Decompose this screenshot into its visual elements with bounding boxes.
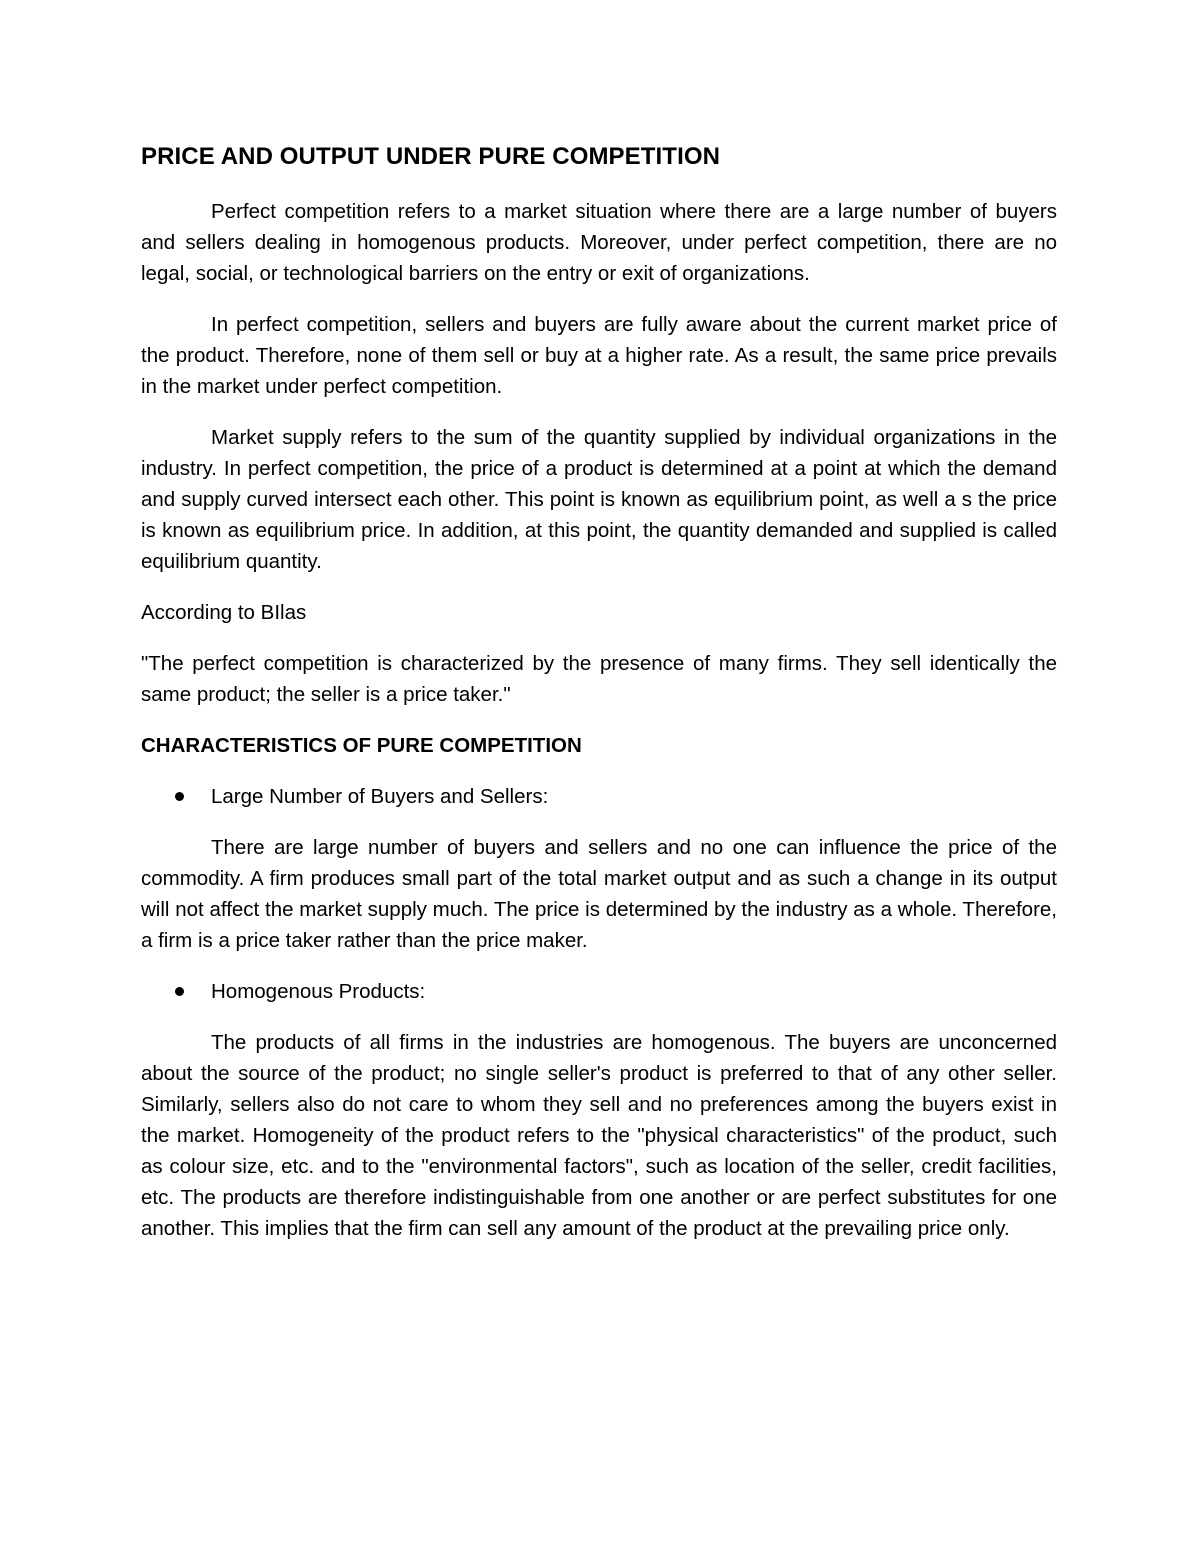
intro-paragraph-1: Perfect competition refers to a market situation where there are a large number of buyers and sellers dealing in homogenous products. Moreover, under perfect competition, there are no legal, social, or technological barriers on the entry or exit of organizations. (141, 200, 1057, 285)
intro-paragraph-2: In perfect competition, sellers and buyers are fully aware about the current market price of the product. Therefore, none of them sell or buy at a higher rate. As a result, the same price prevails in the market under perfect competition. (141, 313, 1057, 398)
characteristic-body: The products of all firms in the industries are homogenous. The buyers are unconcerned about the source of the product; no single seller's product is preferred to that of any other seller. Similarly, sellers also do not care to whom they sell and no preferences among the buyers exist in the market. Homogeneity of the product refers to the "physical characteristics" of the product, such as colour size, etc. and to the "environmental factors", such as location of the seller, credit facilities, etc. The products are therefore indistinguishable from one another or are perfect substitutes for one another. This implies that the firm can sell any amount of the product at the prevailing price only. (141, 1031, 1057, 1240)
bullet-item (141, 976, 1057, 1007)
attribution-line: According to BIlas (141, 601, 307, 624)
characteristic-body: There are large number of buyers and sellers and no one can influence the price of the commodity. A firm produces small part of the total market output and as such a change in its output will not affect the market supply much. The price is determined by the industry as a whole. Therefore, a firm is a price taker rather than the price maker. (141, 836, 1057, 952)
bullet-icon (175, 987, 184, 996)
bullet-heading: Homogenous Products: (211, 980, 426, 1003)
bullet-icon (175, 792, 184, 801)
intro-paragraph-3: Market supply refers to the sum of the quantity supplied by individual organizations in the industry. In perfect competition, the price of a product is determined at a point at which the demand and supply curved intersect each other. This point is known as equilibrium point, as well a s the price is known as equilibrium price. In addition, at this point, the quantity demanded and supplied is called equilibrium quantity. (141, 426, 1057, 573)
document-page (141, 140, 1057, 1264)
quote-paragraph: "The perfect competition is characterized by the presence of many firms. They sell identically the same product; the seller is a price taker." (141, 652, 1057, 706)
bullet-item (141, 781, 1057, 812)
page-title: PRICE AND OUTPUT UNDER PURE COMPETITION (141, 143, 721, 170)
bullet-heading: Large Number of Buyers and Sellers: (211, 785, 549, 808)
section-heading: CHARACTERISTICS OF PURE COMPETITION (141, 734, 582, 757)
